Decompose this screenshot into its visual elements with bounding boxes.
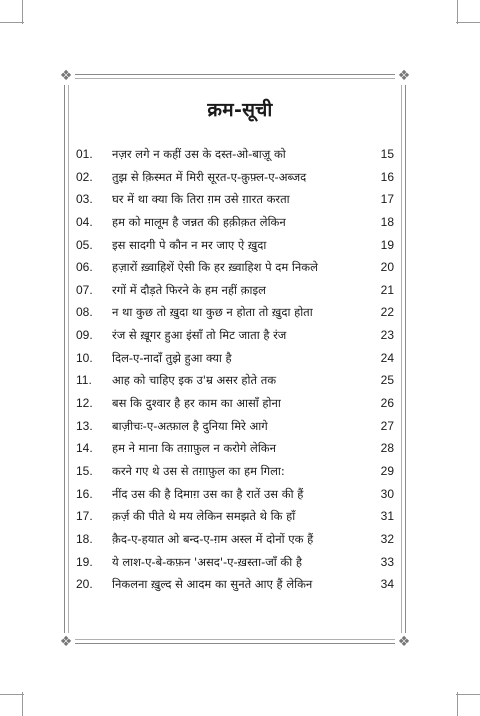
toc-entry-number: 13. [76,418,93,433]
toc-entry-number: 09. [76,328,93,343]
toc-entry-number: 07. [76,282,93,297]
toc-entry-number: 16. [76,486,93,501]
toc-entry-number: 08. [76,305,93,320]
toc-entry-page-number: 30 [380,486,394,501]
toc-entry[interactable] [76,551,402,574]
toc-entry-title: रंज से ख़ूगर हुआ इंसाँ तो मिट जाता है रंज [112,328,287,343]
toc-entry-page-number: 22 [380,305,394,320]
toc-entry-number: 05. [76,237,93,252]
toc-entry-page-number: 27 [380,418,394,433]
toc-entry-page-number: 28 [380,441,394,456]
toc-entry-number: 15. [76,463,93,478]
corner-ornament-icon: ❖ [57,67,75,85]
crop-mark-bottom-right-v [457,692,458,716]
crop-mark-bottom-right-h [456,694,480,695]
crop-mark-top-left-v [22,0,23,24]
toc-entry-page-number: 26 [380,396,394,411]
corner-ornament-icon: ❖ [395,67,413,85]
toc-entry-title: निकलना ख़ुल्द से आदम का सुनते आए हैं लेकिन [112,577,313,592]
toc-entry-number: 11. [76,373,92,388]
toc-entry-number: 04. [76,214,93,229]
crop-mark-bottom-left-h [0,694,24,695]
toc-entry-title: हज़ारों ख़्वाहिशें ऐसी कि हर ख़्वाहिश पे दम निकले [112,260,318,275]
toc-entry[interactable] [76,324,402,347]
toc-entry-number: 02. [76,169,93,184]
toc-entry-title: बस कि दुश्वार है हर काम का आसाँ होना [112,396,281,411]
toc-entry-page-number: 16 [380,169,394,184]
table-of-contents [76,143,402,596]
toc-entry-title: ये लाश-ए-बे-कफ़न 'असद'-ए-ख़स्ता-जाँ की है [112,554,302,569]
toc-entry-page-number: 23 [380,328,394,343]
toc-entry-title: आह को चाहिए इक उ'म्र असर होते तक [112,373,277,388]
corner-ornament-icon: ❖ [57,633,75,651]
toc-entry[interactable] [76,528,402,551]
toc-entry-title: तुझ से क़िस्मत में मिरी सूरत-ए-क़ुफ़्ल-ए-अब्जद [112,169,307,184]
toc-entry[interactable] [76,234,402,257]
toc-entry-title: नींद उस की है दिमाग़ उस का है रातें उस की हैं [112,486,304,501]
toc-entry[interactable] [76,460,402,483]
toc-entry-number: 03. [76,192,93,207]
toc-entry[interactable] [76,369,402,392]
toc-entry-number: 12. [76,396,93,411]
toc-entry[interactable] [76,573,402,596]
toc-entry-number: 14. [76,441,93,456]
toc-entry-page-number: 21 [380,282,394,297]
toc-entry[interactable] [76,505,402,528]
toc-entry-page-number: 25 [380,373,394,388]
toc-entry[interactable] [76,279,402,302]
toc-entry-number: 10. [76,350,93,365]
crop-mark-bottom-left-v [22,692,23,716]
toc-entry-title: नज़र लगे न कहीं उस के दस्त-ओ-बाज़ू को [112,147,286,161]
toc-entry-page-number: 33 [380,554,394,569]
toc-entry-number: 01. [76,147,93,161]
toc-entry-page-number: 20 [380,260,394,275]
corner-ornament-icon: ❖ [395,633,413,651]
toc-entry[interactable] [76,211,402,234]
toc-entry-page-number: 29 [380,463,394,478]
toc-entry[interactable] [76,143,402,166]
toc-entry-title: बाज़ीचः-ए-अत्फ़ाल है दुनिया मिरे आगे [112,418,268,433]
crop-mark-top-left-h [0,22,24,23]
toc-entry-number: 18. [76,531,93,546]
toc-entry-page-number: 34 [380,577,394,592]
crop-mark-top-right-h [456,22,480,23]
toc-entry-number: 19. [76,554,93,569]
toc-entry-page-number: 15 [380,147,394,161]
toc-entry-page-number: 24 [380,350,394,365]
toc-entry-title: दिल-ए-नादाँ तुझे हुआ क्या है [112,350,232,365]
toc-entry-title: घर में था क्या कि तिरा ग़म उसे ग़ारत करता [112,192,290,207]
toc-entry-number: 17. [76,509,93,524]
toc-entry-page-number: 18 [380,214,394,229]
toc-entry[interactable] [76,483,402,506]
toc-entry-title: हम ने माना कि तग़ाफ़ुल न करोगे लेकिन [112,441,277,456]
toc-entry-title: इस सादगी पे कौन न मर जाए ऐ ख़ुदा [112,237,267,252]
page-title: क्रम-सूची [207,99,273,121]
toc-entry-page-number: 19 [380,237,394,252]
toc-entry-number: 06. [76,260,93,275]
toc-entry-page-number: 32 [380,531,394,546]
toc-entry-title: करने गए थे उस से तग़ाफ़ुल का हम गिला: [112,463,285,478]
toc-entry[interactable] [76,256,402,279]
toc-entry[interactable] [76,347,402,370]
toc-entry[interactable] [76,188,402,211]
toc-entry-title: हम को मालूम है जन्नत की हक़ीक़त लेकिन [112,214,286,229]
toc-entry[interactable] [76,166,402,189]
toc-entry[interactable] [76,392,402,415]
toc-entry-page-number: 31 [380,509,394,524]
toc-entry-title: न था कुछ तो ख़ुदा था कुछ न होता तो ख़ुदा होता [112,305,313,320]
toc-entry-title: क़र्ज़ की पीते थे मय लेकिन समझते थे कि हाँ [112,509,296,524]
toc-entry[interactable] [76,301,402,324]
toc-entry-page-number: 17 [380,192,394,207]
toc-entry[interactable] [76,437,402,460]
toc-entry-title: क़ैद-ए-हयात ओ बन्द-ए-ग़म अस्ल में दोनों एक हैं [112,531,314,546]
crop-mark-top-right-v [457,0,458,24]
toc-entry-number: 20. [76,577,93,592]
toc-entry-title: रगों में दौड़ते फिरने के हम नहीं क़ाइल [112,282,266,297]
toc-entry[interactable] [76,415,402,438]
